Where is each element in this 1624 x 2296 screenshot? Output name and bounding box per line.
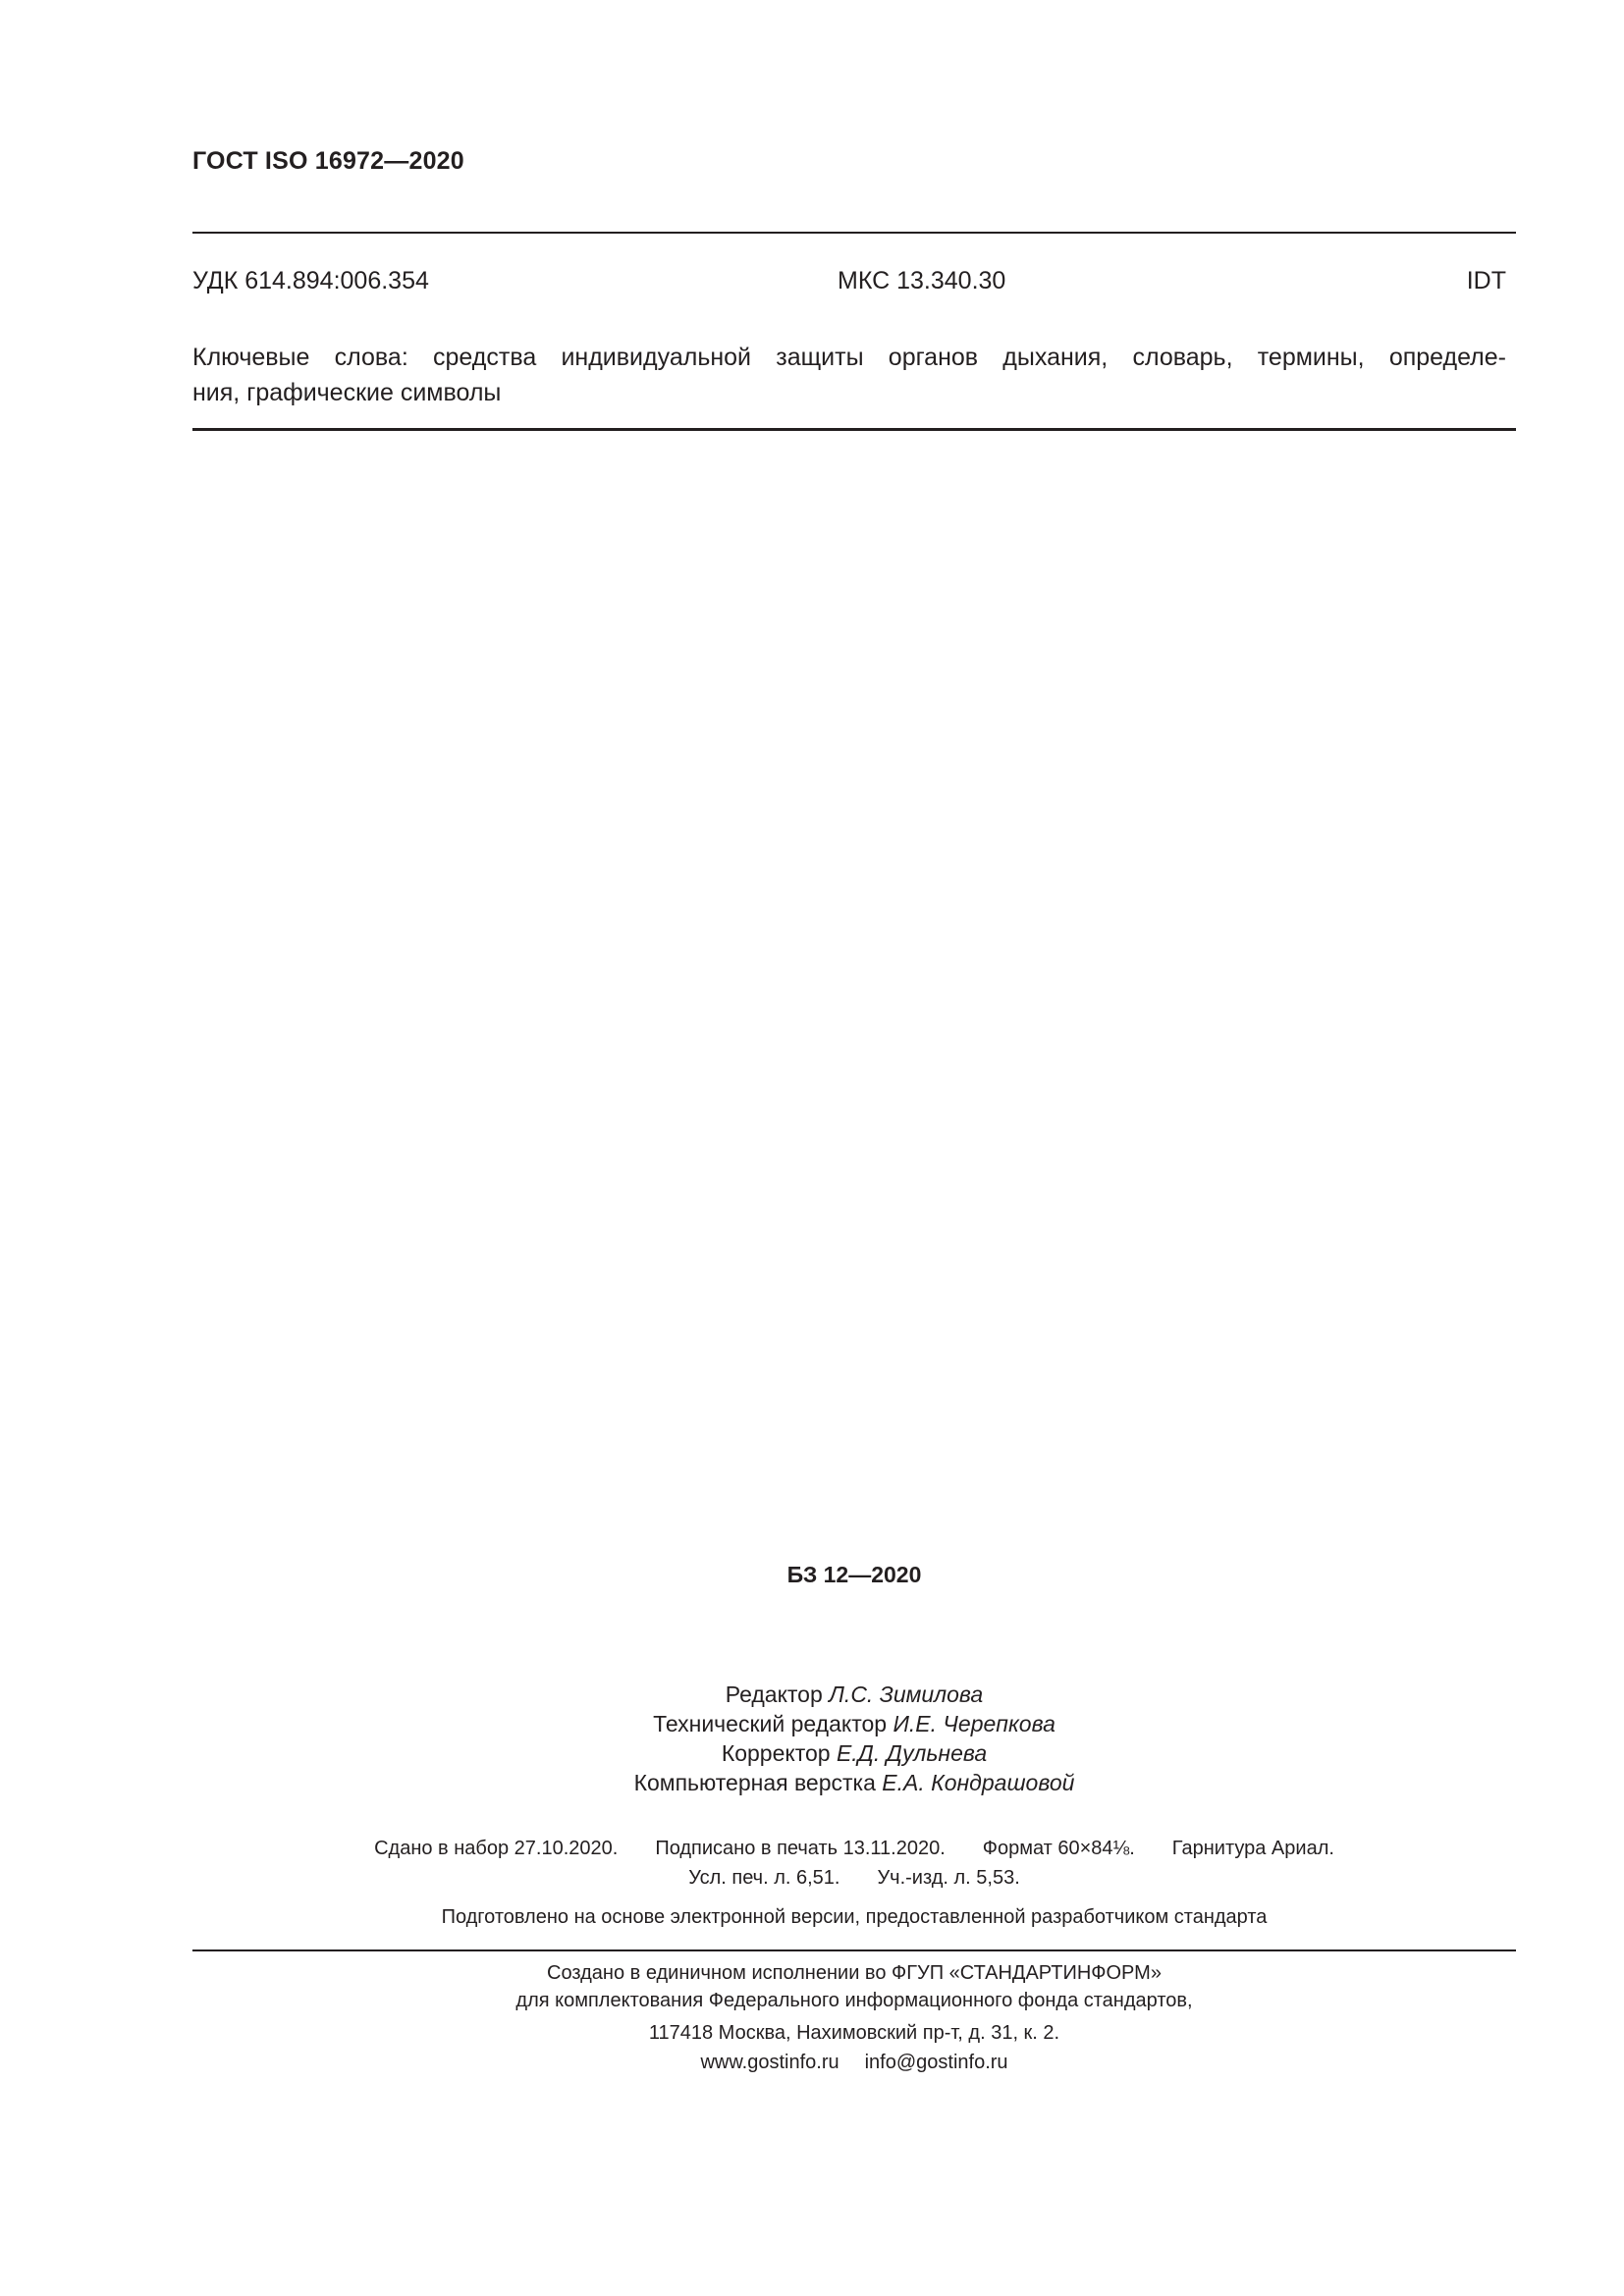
tech-editor-label: Технический редактор	[653, 1711, 888, 1736]
print-sheets: Усл. печ. л. 6,51.	[688, 1867, 840, 1889]
editor-label: Редактор	[725, 1682, 823, 1707]
print-format: Формат 60×84⅛.	[982, 1838, 1135, 1859]
udk-code: УДК 614.894:006.354	[192, 267, 429, 294]
editor-name: Л.С. Зимилова	[829, 1682, 984, 1707]
contact-line	[0, 2048, 1624, 2077]
typeface: Гарнитура Ариал.	[1171, 1838, 1334, 1859]
bottom-divider	[192, 1949, 1516, 1951]
classification-row	[192, 267, 1506, 298]
layout-label: Компьютерная верстка	[633, 1770, 876, 1795]
keywords-line-2: ния, графические символы	[192, 379, 502, 406]
layout-name: Е.А. Кондрашовой	[882, 1770, 1075, 1795]
corrector-label: Корректор	[721, 1740, 831, 1766]
tech-editor-line	[0, 1709, 1624, 1738]
standard-id-header: ГОСТ ISO 16972—2020	[192, 147, 464, 175]
top-divider	[192, 232, 1516, 234]
address-block	[0, 2018, 1624, 2077]
corrector-name: Е.Д. Дульнева	[836, 1740, 988, 1766]
corrector-line	[0, 1738, 1624, 1768]
postal-address: 117418 Москва, Нахимовский пр-т, д. 31, к. 2.	[648, 2022, 1060, 2044]
email-link[interactable]: info@gostinfo.ru	[864, 2052, 1008, 2073]
created-line-1: Создано в единичном исполнении во ФГУП «СТАНДАРТИНФОРМ»	[547, 1962, 1162, 1984]
keywords-divider	[192, 428, 1516, 431]
created-line-2: для комплектования Федерального информационного фонда стандартов,	[515, 1990, 1193, 2011]
credits-block	[0, 1680, 1624, 1797]
keywords-line-1: Ключевые слова: средства индивидуальной защиты органов дыхания, словарь, термины, определе-	[192, 344, 1506, 371]
prepared-note: Подготовлено на основе электронной версии, предоставленной разработчиком стандарта	[441, 1906, 1268, 1928]
print-info-line-1	[0, 1834, 1624, 1863]
idt-mark: IDT	[1466, 267, 1506, 294]
keywords-block	[192, 340, 1506, 410]
website-link[interactable]: www.gostinfo.ru	[700, 2052, 839, 2073]
set-date: Сдано в набор 27.10.2020.	[374, 1838, 619, 1859]
pub-sheets: Уч.-изд. л. 5,53.	[877, 1867, 1020, 1889]
bz-number: БЗ 12—2020	[786, 1562, 922, 1587]
layout-line	[0, 1768, 1624, 1797]
editor-line	[0, 1680, 1624, 1709]
mks-code: МКС 13.340.30	[838, 267, 1006, 294]
tech-editor-name: И.Е. Черепкова	[893, 1711, 1056, 1736]
print-info-line-2	[0, 1863, 1624, 1893]
print-info-block	[0, 1834, 1624, 1893]
created-block	[0, 1959, 1624, 2014]
signed-date: Подписано в печать 13.11.2020.	[655, 1838, 946, 1859]
